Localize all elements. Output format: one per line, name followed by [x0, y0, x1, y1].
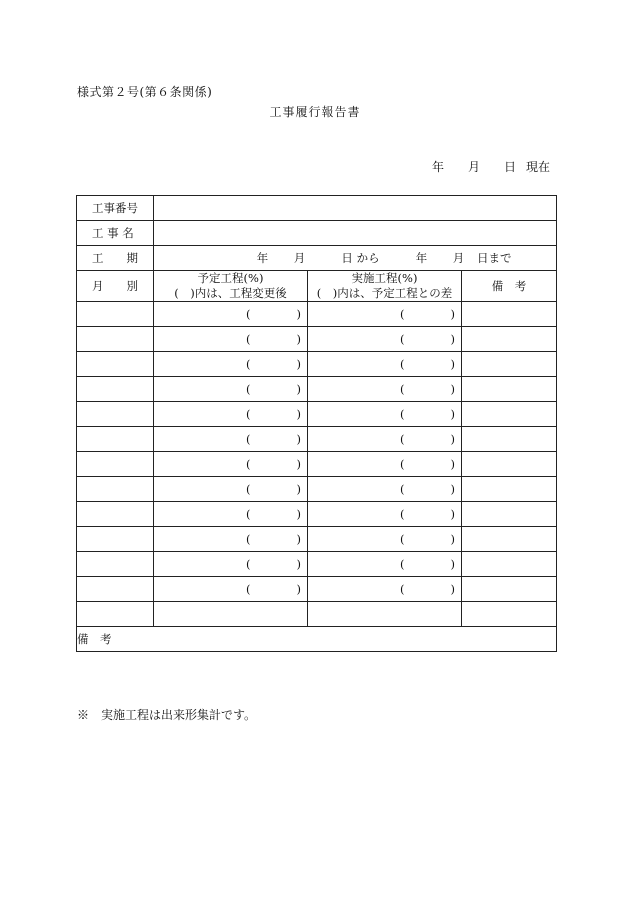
paren-open: (: [246, 582, 251, 596]
remarks-cell[interactable]: [462, 602, 557, 627]
planned-cell[interactable]: [154, 477, 308, 502]
paren-open: (: [400, 532, 405, 546]
planned-cell[interactable]: [154, 602, 308, 627]
planned-cell[interactable]: [154, 452, 308, 477]
paren-open: (: [400, 507, 405, 521]
paren-open: (: [400, 332, 405, 346]
planned-cell[interactable]: [154, 377, 308, 402]
period-end-month: 月: [452, 251, 465, 265]
month-cell[interactable]: [77, 427, 154, 452]
paren-open: (: [246, 407, 251, 421]
month-cell[interactable]: [77, 577, 154, 602]
paren-close: ): [296, 532, 301, 546]
table-row: [77, 527, 557, 552]
paren-pair: [154, 432, 307, 446]
paren-open: (: [400, 482, 405, 496]
construction-period-field[interactable]: [154, 246, 557, 271]
period-start-year: 年: [256, 251, 269, 265]
table-row: [77, 377, 557, 402]
paren-open: (: [400, 432, 405, 446]
period-end-year: 年: [415, 251, 428, 265]
paren-close: ): [450, 357, 455, 371]
paren-pair: [308, 407, 461, 421]
month-cell[interactable]: [77, 377, 154, 402]
month-cell[interactable]: [77, 452, 154, 477]
paren-pair: [154, 357, 307, 371]
remarks-cell[interactable]: [462, 327, 557, 352]
planned-cell[interactable]: [154, 352, 308, 377]
actual-cell[interactable]: [308, 527, 462, 552]
paren-pair: [308, 582, 461, 596]
paren-open: (: [400, 307, 405, 321]
paren-close: ): [296, 482, 301, 496]
remarks-cell[interactable]: [462, 377, 557, 402]
paren-open: (: [246, 382, 251, 396]
remarks-cell[interactable]: [462, 552, 557, 577]
date-suffix-label: 現在: [526, 160, 551, 174]
paren-open: (: [400, 407, 405, 421]
actual-cell[interactable]: [308, 302, 462, 327]
paren-pair: [308, 382, 461, 396]
report-date: [432, 158, 550, 175]
paren-pair: [154, 482, 307, 496]
actual-progress-header: [308, 271, 462, 302]
paren-close: ): [450, 457, 455, 471]
paren-close: ): [450, 307, 455, 321]
actual-cell[interactable]: [308, 577, 462, 602]
period-end-day: 日まで: [477, 251, 512, 265]
month-cell[interactable]: [77, 527, 154, 552]
paren-close: ): [296, 407, 301, 421]
paren-close: ): [450, 432, 455, 446]
actual-cell[interactable]: [308, 402, 462, 427]
document-title: 工事履行報告書: [269, 105, 361, 119]
remarks-cell[interactable]: [462, 452, 557, 477]
table-row: [77, 402, 557, 427]
paren-close: ): [296, 382, 301, 396]
paren-open: (: [246, 432, 251, 446]
paren-close: ): [450, 382, 455, 396]
paren-pair: [308, 532, 461, 546]
paren-close: ): [450, 532, 455, 546]
paren-open: (: [246, 457, 251, 471]
planned-header-line2: ( )内は、工程変更後: [174, 286, 287, 300]
paren-close: ): [296, 507, 301, 521]
paren-open: (: [246, 307, 251, 321]
paren-pair: [308, 332, 461, 346]
paren-open: (: [246, 557, 251, 571]
actual-cell[interactable]: [308, 552, 462, 577]
planned-progress-header: [154, 271, 308, 302]
column-header-row: [77, 271, 557, 302]
progress-report-table: [76, 195, 557, 652]
paren-close: ): [296, 332, 301, 346]
paren-open: (: [400, 382, 405, 396]
actual-cell[interactable]: [308, 352, 462, 377]
period-start-month: 月: [293, 251, 306, 265]
construction-name-row: [77, 221, 557, 246]
remarks-field[interactable]: [77, 627, 557, 652]
month-cell[interactable]: [77, 302, 154, 327]
date-month-label: 月: [468, 160, 481, 174]
month-column-header: 月 別: [77, 271, 154, 302]
month-cell[interactable]: [77, 327, 154, 352]
remarks-cell[interactable]: [462, 427, 557, 452]
paren-pair: [308, 507, 461, 521]
paren-close: ): [296, 432, 301, 446]
paren-pair: [154, 557, 307, 571]
paren-pair: [308, 432, 461, 446]
table-row: [77, 552, 557, 577]
construction-period-row: [77, 246, 557, 271]
period-start-day: 日 から: [341, 251, 380, 265]
paren-pair: [308, 482, 461, 496]
planned-cell[interactable]: [154, 327, 308, 352]
construction-number-label: 工事番号: [77, 196, 154, 221]
form-number-label: 様式第２号(第６条関係): [77, 85, 213, 99]
paren-close: ): [450, 557, 455, 571]
actual-cell[interactable]: [308, 502, 462, 527]
actual-cell[interactable]: [308, 477, 462, 502]
construction-period-label: 工 期: [77, 246, 154, 271]
month-cell[interactable]: [77, 502, 154, 527]
paren-close: ): [450, 582, 455, 596]
paren-close: ): [450, 332, 455, 346]
construction-number-row: [77, 196, 557, 221]
paren-open: (: [246, 532, 251, 546]
paren-pair: [154, 307, 307, 321]
remarks-cell[interactable]: [462, 577, 557, 602]
remarks-column-header: 備 考: [462, 271, 557, 302]
table-row: [77, 352, 557, 377]
paren-pair: [154, 457, 307, 471]
planned-cell[interactable]: [154, 502, 308, 527]
table-row: [77, 577, 557, 602]
paren-pair: [154, 582, 307, 596]
date-year-label: 年: [432, 160, 445, 174]
month-cell[interactable]: [77, 402, 154, 427]
paren-close: ): [296, 557, 301, 571]
actual-header-line2: ( )内は、予定工程との差: [316, 286, 453, 300]
table-row: [77, 477, 557, 502]
paren-close: ): [450, 507, 455, 521]
paren-open: (: [246, 482, 251, 496]
table-row: [77, 427, 557, 452]
paren-pair: [154, 382, 307, 396]
remarks-cell[interactable]: [462, 527, 557, 552]
remarks-cell[interactable]: [462, 402, 557, 427]
remarks-label: 備 考: [77, 632, 112, 646]
paren-close: ): [296, 307, 301, 321]
remarks-cell[interactable]: [462, 502, 557, 527]
month-cell[interactable]: [77, 352, 154, 377]
month-cell[interactable]: [77, 552, 154, 577]
paren-pair: [308, 457, 461, 471]
paren-open: (: [246, 332, 251, 346]
paren-close: ): [296, 457, 301, 471]
table-row: [77, 302, 557, 327]
planned-cell[interactable]: [154, 577, 308, 602]
remarks-row: [77, 627, 557, 652]
actual-cell[interactable]: [308, 327, 462, 352]
paren-open: (: [400, 582, 405, 596]
table-row: [77, 452, 557, 477]
actual-cell[interactable]: [308, 427, 462, 452]
paren-open: (: [400, 557, 405, 571]
actual-cell[interactable]: [308, 377, 462, 402]
construction-name-field[interactable]: [154, 221, 557, 246]
construction-name-label: 工 事 名: [77, 221, 154, 246]
construction-number-field[interactable]: [154, 196, 557, 221]
paren-close: ): [450, 482, 455, 496]
paren-open: (: [246, 357, 251, 371]
paren-open: (: [400, 357, 405, 371]
paren-close: ): [296, 357, 301, 371]
paren-pair: [308, 357, 461, 371]
paren-pair: [154, 532, 307, 546]
table-row: [77, 327, 557, 352]
planned-cell[interactable]: [154, 427, 308, 452]
footnote: ※ 実施工程は出来形集計です。: [77, 708, 257, 722]
paren-pair: [154, 407, 307, 421]
planned-header-line1: 予定工程(%): [197, 271, 264, 285]
actual-header-line1: 実施工程(%): [351, 271, 418, 285]
paren-open: (: [246, 507, 251, 521]
remarks-cell[interactable]: [462, 352, 557, 377]
planned-cell[interactable]: [154, 527, 308, 552]
planned-cell[interactable]: [154, 302, 308, 327]
date-day-label: 日: [504, 160, 517, 174]
paren-pair: [154, 332, 307, 346]
table-row-blank: [77, 602, 557, 627]
paren-pair: [308, 557, 461, 571]
planned-cell[interactable]: [154, 402, 308, 427]
paren-open: (: [400, 457, 405, 471]
actual-cell[interactable]: [308, 452, 462, 477]
paren-close: ): [296, 582, 301, 596]
table-row: [77, 502, 557, 527]
remarks-cell[interactable]: [462, 477, 557, 502]
month-cell[interactable]: [77, 602, 154, 627]
actual-cell[interactable]: [308, 602, 462, 627]
planned-cell[interactable]: [154, 552, 308, 577]
remarks-cell[interactable]: [462, 302, 557, 327]
paren-pair: [154, 507, 307, 521]
paren-pair: [308, 307, 461, 321]
month-cell[interactable]: [77, 477, 154, 502]
paren-close: ): [450, 407, 455, 421]
